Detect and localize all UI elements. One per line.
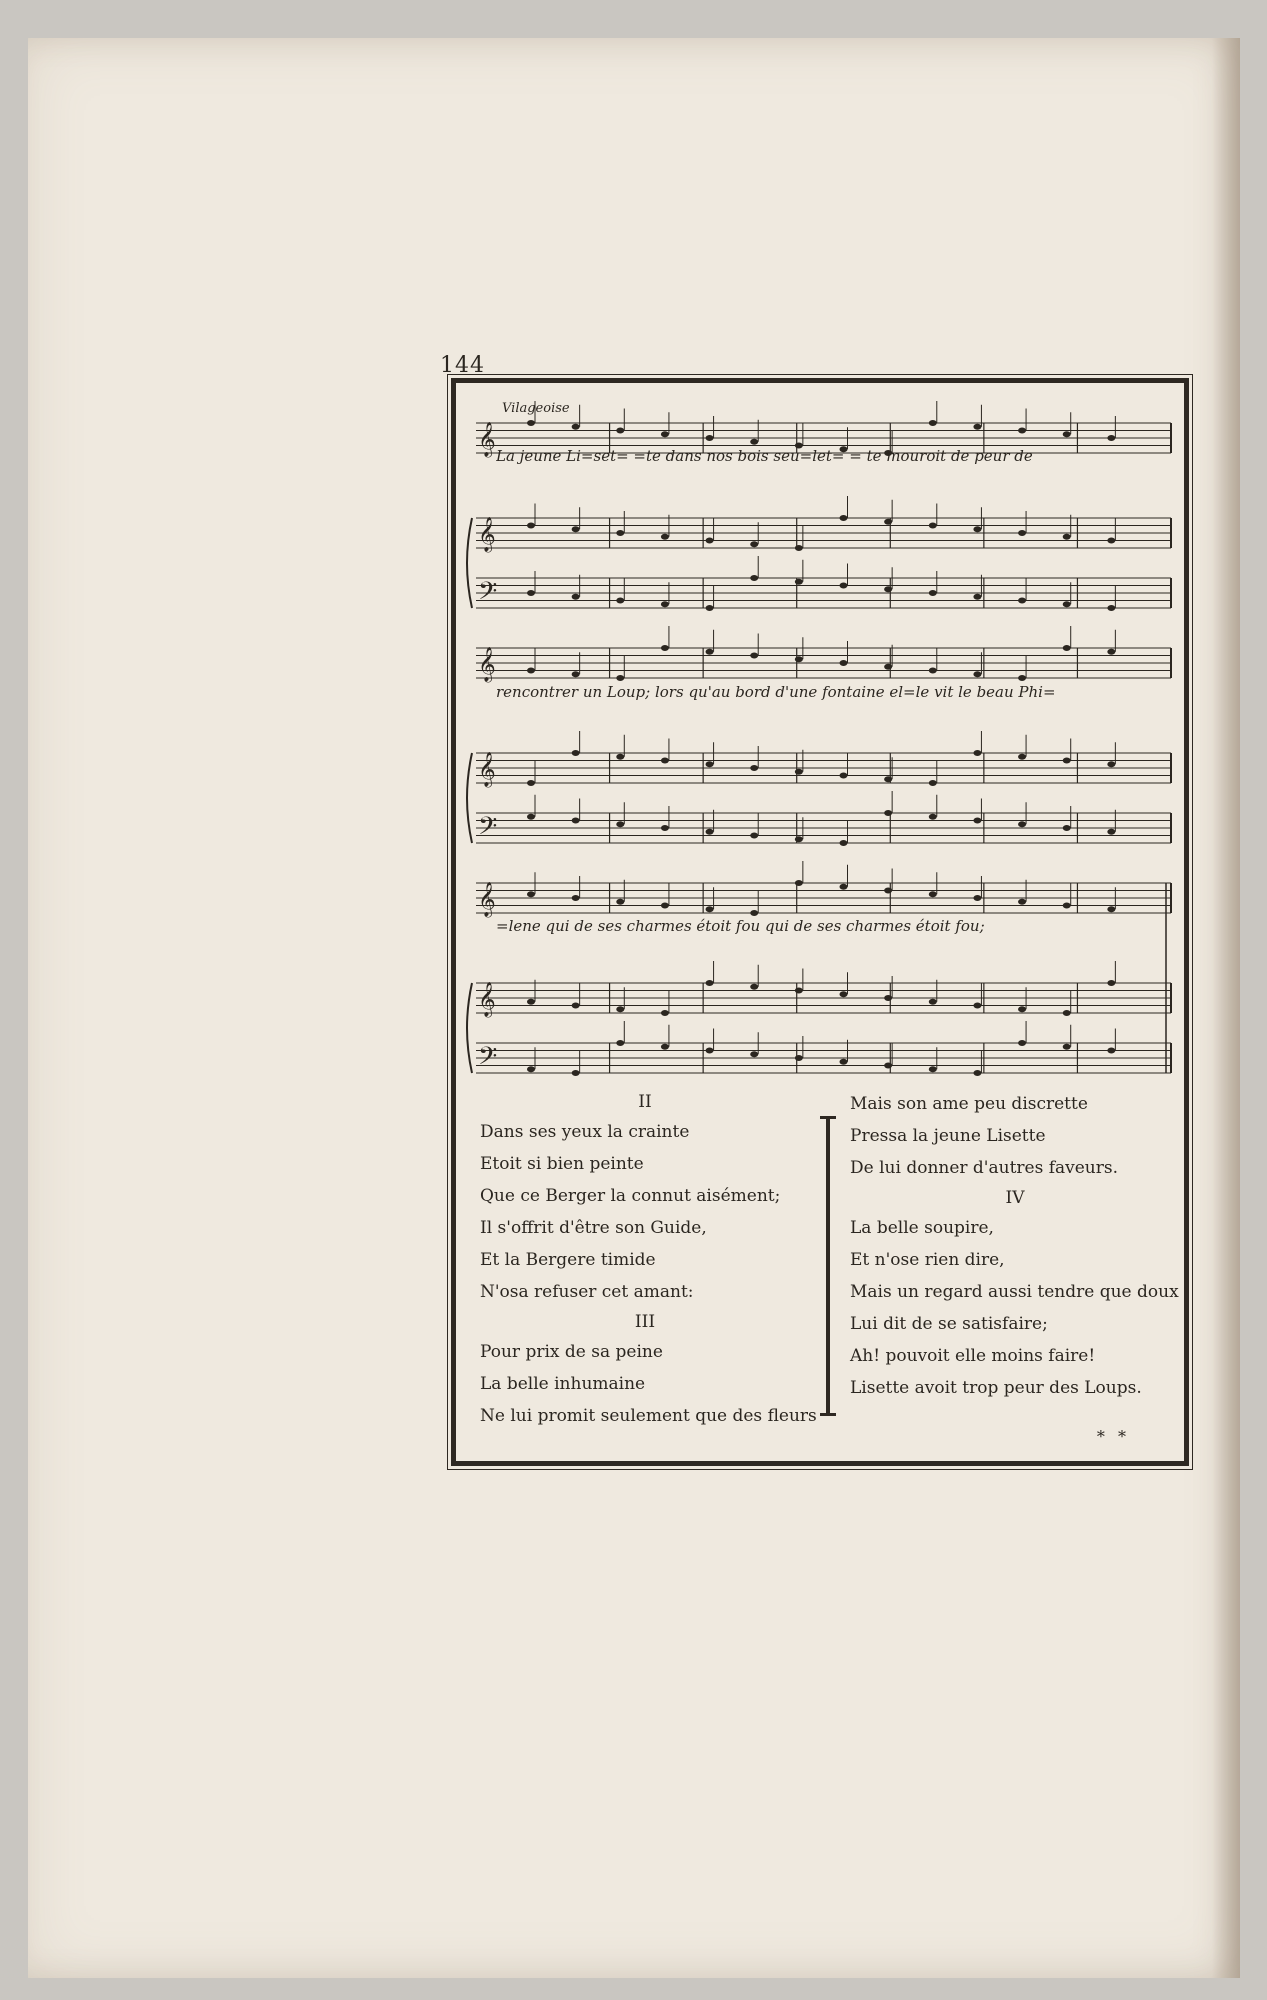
note-head <box>840 884 848 890</box>
bass-clef: 𝄢 <box>478 1042 498 1077</box>
note-head <box>572 1003 580 1009</box>
note-head <box>572 526 580 532</box>
verse-numeral: III <box>634 1312 656 1332</box>
note-head <box>661 903 669 909</box>
verse-line: Etoit si bien peinte <box>480 1154 644 1174</box>
note-head <box>884 1063 892 1069</box>
note-head <box>1018 899 1026 905</box>
system-brace <box>467 753 472 843</box>
note-head <box>1063 903 1071 909</box>
note-head <box>1107 906 1115 912</box>
treble-clef: 𝄞 <box>478 517 496 552</box>
note-head <box>750 653 758 659</box>
note-head <box>795 769 803 775</box>
note-head <box>1107 829 1115 835</box>
note-head <box>1063 431 1071 437</box>
note-head <box>1107 980 1115 986</box>
tempo-marking: Vilageoise <box>502 401 570 416</box>
verse-numeral: IV <box>1005 1188 1025 1208</box>
note-head <box>884 664 892 670</box>
note-head <box>840 660 848 666</box>
note-head <box>840 773 848 779</box>
note-head <box>661 431 669 437</box>
book-page <box>28 38 1240 1978</box>
treble-clef: 𝄞 <box>478 752 496 787</box>
verse-line: Mais son ame peu discrette <box>850 1094 1088 1114</box>
verse-line: Et n'ose rien dire, <box>850 1250 1005 1270</box>
treble-clef: 𝄞 <box>478 647 496 682</box>
note-head <box>706 761 714 767</box>
note-head <box>1018 821 1026 827</box>
note-head <box>572 424 580 430</box>
note-head <box>527 420 535 426</box>
note-head <box>973 818 981 824</box>
note-head <box>1018 598 1026 604</box>
verse-column-left <box>480 1088 817 1432</box>
note-head <box>973 1070 981 1076</box>
note-head <box>1063 601 1071 607</box>
note-head <box>929 668 937 674</box>
note-head <box>1063 758 1071 764</box>
note-head <box>973 895 981 901</box>
note-head <box>973 594 981 600</box>
note-head <box>1063 825 1071 831</box>
system-brace <box>467 983 472 1073</box>
bass-clef: 𝄢 <box>478 577 498 612</box>
verse-line: Mais un regard aussi tendre que doux <box>850 1282 1179 1302</box>
note-head <box>1107 761 1115 767</box>
note-head <box>795 880 803 886</box>
note-head <box>706 538 714 544</box>
note-head <box>973 671 981 677</box>
note-head <box>572 818 580 824</box>
page-number: 144 <box>440 353 485 378</box>
engraved-plate <box>451 378 1189 1466</box>
note-head <box>616 530 624 536</box>
verse-line: Pressa la jeune Lisette <box>850 1126 1046 1146</box>
note-head <box>929 814 937 820</box>
note-head <box>840 991 848 997</box>
note-head <box>527 1066 535 1072</box>
bass-clef: 𝄢 <box>478 812 498 847</box>
note-head <box>661 601 669 607</box>
note-head <box>929 780 937 786</box>
verse-line: Et la Bergere timide <box>480 1250 656 1270</box>
note-head <box>840 583 848 589</box>
verse-line: La belle inhumaine <box>480 1374 646 1394</box>
verse-line: N'osa refuser cet amant: <box>480 1282 694 1302</box>
note-head <box>572 671 580 677</box>
note-head <box>929 891 937 897</box>
note-head <box>527 780 535 786</box>
note-head <box>795 1055 803 1061</box>
note-head <box>616 899 624 905</box>
verse-line: Ah! pouvoit elle moins faire! <box>850 1346 1096 1366</box>
note-head <box>929 590 937 596</box>
note-head <box>973 526 981 532</box>
treble-clef: 𝄞 <box>478 982 496 1017</box>
note-head <box>750 765 758 771</box>
note-head <box>527 590 535 596</box>
note-head <box>527 891 535 897</box>
page-spine-shadow <box>1212 38 1240 1978</box>
lyric-line-2: rencontrer un Loup; lors qu'au bord d'une fontaine el=le vit le beau Phi= <box>496 683 1056 701</box>
note-head <box>750 984 758 990</box>
note-head <box>706 1048 714 1054</box>
note-head <box>706 829 714 835</box>
note-head <box>1107 1048 1115 1054</box>
note-head <box>706 649 714 655</box>
note-head <box>840 515 848 521</box>
verse-column-right <box>850 1088 1180 1404</box>
verse-line: Ne lui promit seulement que des fleurs <box>480 1406 817 1426</box>
note-head <box>706 435 714 441</box>
note-head <box>1018 530 1026 536</box>
note-head <box>884 519 892 525</box>
verse-line: Lisette avoit trop peur des Loups. <box>850 1378 1142 1398</box>
note-head <box>795 656 803 662</box>
note-head <box>795 988 803 994</box>
note-head <box>706 980 714 986</box>
note-head <box>840 840 848 846</box>
note-head <box>1018 1040 1026 1046</box>
note-head <box>527 668 535 674</box>
verse-numeral: II <box>638 1092 652 1112</box>
verse-line: Il s'offrit d'être son Guide, <box>480 1218 707 1238</box>
note-head <box>616 428 624 434</box>
note-head <box>884 586 892 592</box>
note-head <box>750 541 758 547</box>
note-head <box>973 1003 981 1009</box>
note-head <box>661 758 669 764</box>
note-head <box>973 424 981 430</box>
note-head <box>1107 538 1115 544</box>
note-head <box>1107 649 1115 655</box>
note-head <box>1063 534 1071 540</box>
note-head <box>572 895 580 901</box>
note-head <box>929 420 937 426</box>
note-head <box>616 598 624 604</box>
note-head <box>884 888 892 894</box>
verse-line: Lui dit de se satisfaire; <box>850 1314 1048 1334</box>
note-head <box>706 605 714 611</box>
note-head <box>1018 428 1026 434</box>
lyric-line-1: La jeune Li=set= =te dans nos bois seu=let= = te mouroit de peur de <box>496 447 1033 465</box>
note-head <box>884 995 892 1001</box>
note-head <box>750 575 758 581</box>
note-head <box>527 999 535 1005</box>
note-head <box>750 910 758 916</box>
note-head <box>1018 675 1026 681</box>
note-head <box>616 1040 624 1046</box>
note-head <box>929 1066 937 1072</box>
verse-line: De lui donner d'autres faveurs. <box>850 1158 1119 1178</box>
end-asterisks: * * <box>1096 1427 1130 1446</box>
note-head <box>840 1059 848 1065</box>
note-head <box>929 999 937 1005</box>
note-head <box>750 833 758 839</box>
note-head <box>884 810 892 816</box>
note-head <box>1063 1044 1071 1050</box>
column-divider <box>826 1116 830 1416</box>
note-head <box>750 439 758 445</box>
note-head <box>795 836 803 842</box>
music-score <box>456 383 1184 1083</box>
lyric-line-3: =lene qui de ses charmes étoit fou qui de ses charmes étoit fou; <box>496 917 985 935</box>
note-head <box>661 534 669 540</box>
note-head <box>1107 605 1115 611</box>
note-head <box>616 821 624 827</box>
note-head <box>750 1051 758 1057</box>
note-head <box>661 1044 669 1050</box>
verses-block <box>474 1088 1179 1458</box>
note-head <box>795 545 803 551</box>
verse-line: La belle soupire, <box>850 1218 994 1238</box>
note-head <box>572 1070 580 1076</box>
note-head <box>661 825 669 831</box>
note-head <box>973 750 981 756</box>
note-head <box>527 523 535 529</box>
note-head <box>616 1006 624 1012</box>
note-head <box>527 814 535 820</box>
treble-clef: 𝄞 <box>478 422 496 457</box>
note-head <box>616 675 624 681</box>
note-head <box>795 579 803 585</box>
note-head <box>1107 435 1115 441</box>
note-head <box>616 754 624 760</box>
note-head <box>661 1010 669 1016</box>
note-head <box>706 906 714 912</box>
note-head <box>572 594 580 600</box>
note-head <box>929 523 937 529</box>
verse-line: Que ce Berger la connut aisément; <box>480 1186 781 1206</box>
note-head <box>1018 1006 1026 1012</box>
note-head <box>884 776 892 782</box>
system-brace <box>467 518 472 608</box>
verse-line: Dans ses yeux la crainte <box>480 1122 690 1142</box>
verse-line: Pour prix de sa peine <box>480 1342 663 1362</box>
note-head <box>572 750 580 756</box>
note-head <box>1063 1010 1071 1016</box>
treble-clef: 𝄞 <box>478 882 496 917</box>
note-head <box>1063 645 1071 651</box>
note-head <box>661 645 669 651</box>
note-head <box>1018 754 1026 760</box>
